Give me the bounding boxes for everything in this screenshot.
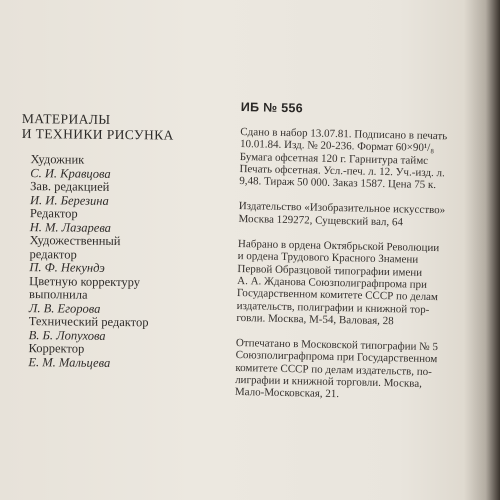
publishing-details bbox=[239, 126, 472, 192]
credit-head-editorial bbox=[21, 180, 226, 209]
text-line: 9,48. Тираж 50 000. Заказ 1587. Цена 75 к. bbox=[239, 175, 437, 192]
imprint-column bbox=[234, 100, 472, 416]
credit-art-editor bbox=[20, 234, 225, 277]
typesetting-info bbox=[236, 238, 470, 329]
credit-role-continued: редактор bbox=[29, 246, 77, 262]
credit-name: В. Б. Лопухова bbox=[28, 327, 106, 343]
text-line: Печать офсетная. Усл.-печ. л. 12. Уч.-изд. л. bbox=[239, 162, 445, 180]
credit-name: П. Ф. Некундэ bbox=[29, 260, 105, 275]
credit-role: Зав. редакцией bbox=[30, 179, 110, 194]
credit-color-proof bbox=[20, 274, 225, 317]
text-line: комитете СССР по делам издательств, по- bbox=[235, 361, 432, 378]
publisher-address bbox=[238, 200, 470, 229]
text-line: Первой Образцовой типографии имени bbox=[237, 262, 423, 279]
text-line: лиграфии и книжной торговли. Москва, bbox=[235, 373, 423, 390]
text-line: Мало-Московская, 21. bbox=[234, 386, 340, 401]
credit-role: Цветную корректуру bbox=[29, 273, 141, 289]
credit-role: Корректор bbox=[28, 341, 85, 356]
book-title-line-2: И ТЕХНИКИ РИСУНКА bbox=[21, 125, 174, 143]
text-line: Союзполиграфпрома при Государственном bbox=[235, 349, 438, 366]
credit-role: Художник bbox=[30, 152, 85, 167]
credit-name: Н. М. Лазарева bbox=[29, 219, 112, 235]
credit-role: Художественный bbox=[29, 233, 121, 249]
credit-name: И. И. Березина bbox=[29, 192, 109, 208]
text-line: Москва 129272, Сущевский вал, 64 bbox=[238, 212, 404, 229]
text-line: Издательство «Изобразительное искусство» bbox=[238, 200, 446, 217]
credit-technical-editor bbox=[20, 315, 225, 344]
text-line: Государственном комитете СССР по делам bbox=[236, 287, 439, 304]
text-line: Набрано в ордена Октябрьской Революции bbox=[237, 238, 440, 255]
book-title-line-1: МАТЕРИАЛЫ bbox=[21, 111, 111, 127]
imprint-heading: ИБ № 556 bbox=[240, 100, 304, 116]
credit-role: Технический редактор bbox=[28, 314, 149, 330]
printing-info bbox=[235, 337, 468, 403]
credit-name: С. И. Кравцова bbox=[30, 165, 111, 181]
text-line: Сдано в набор 13.07.81. Подписано в печать bbox=[240, 125, 448, 143]
credit-proofreader bbox=[19, 342, 224, 371]
credit-role-continued: выполнила bbox=[29, 287, 88, 302]
text-line: говли. Москва, М-54, Валовая, 28 bbox=[236, 311, 394, 328]
credit-name: Л. В. Егорова bbox=[28, 300, 101, 316]
credit-artist bbox=[21, 153, 226, 182]
text-line: Бумага офсетная 120 г. Гарнитура таймс bbox=[239, 150, 429, 167]
credit-editor bbox=[21, 207, 226, 236]
text-line: А. А. Жданова Союзполиграфпрома при bbox=[237, 274, 428, 291]
text-line: и ордена Трудового Красного Знамени bbox=[237, 250, 419, 267]
credit-role: Редактор bbox=[29, 206, 78, 221]
book-title bbox=[22, 111, 227, 143]
page-edge-shadow bbox=[464, 0, 500, 500]
credit-name: Е. М. Мальцева bbox=[28, 354, 111, 370]
text-line: издательств, полиграфии и книжной тор- bbox=[236, 299, 430, 316]
text-line: Отпечатано в Московской типографии № 5 bbox=[235, 337, 439, 354]
credits-column bbox=[19, 111, 227, 371]
text-line: 10.01.84. Изд. № 20-236. Формат 60×90¹/₈ bbox=[239, 138, 435, 155]
